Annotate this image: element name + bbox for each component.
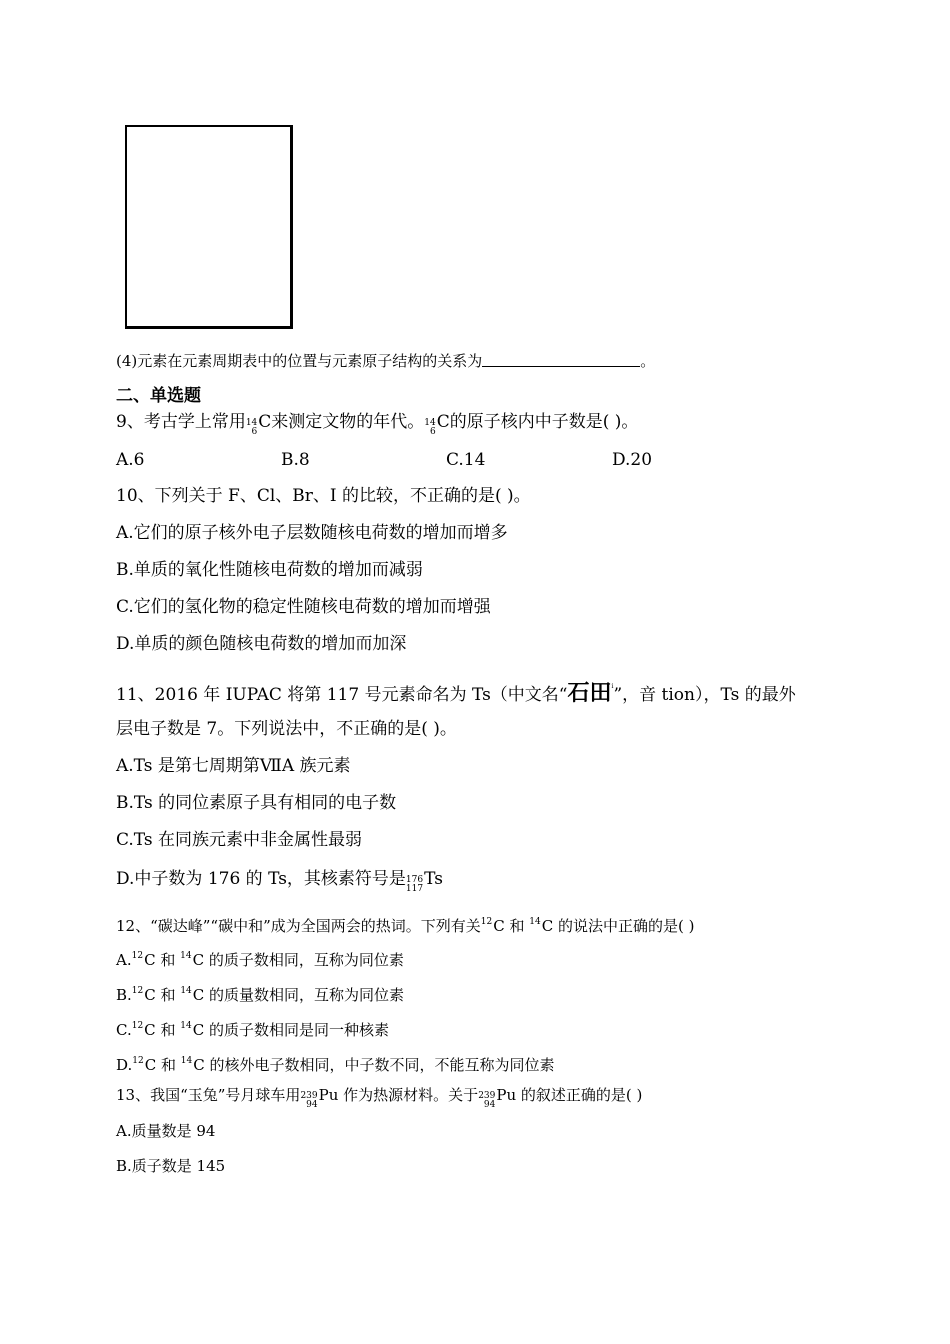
isotope-pu239: 239 94 Pu	[300, 1086, 339, 1110]
q11-option-c[interactable]: C.Ts 在同族元素中非金属性最弱	[116, 830, 363, 850]
q12-option-b[interactable]: B.$^{12}$C 和 $^{14}$C 的质量数相同，互称为同位素	[116, 986, 405, 1004]
isotope-c14: 14 6 C	[424, 412, 450, 437]
q11-option-a[interactable]: A.Ts 是第七周期第ⅦA 族元素	[116, 756, 351, 776]
isotope-pu239: 239 94 Pu	[478, 1086, 517, 1110]
isotope-c14: 14 6 C	[245, 412, 272, 437]
q11-option-d[interactable]: D.中子数为 176 的 Ts，其核素符号是 176 117 Ts	[116, 869, 443, 894]
element-ts-character: 石田	[567, 681, 612, 706]
isotope-ts176: 176 117 Ts	[405, 869, 443, 894]
q11-stem-line2: 层电子数是 7。下列说法中，不正确的是( )。	[116, 719, 457, 739]
answer-blank[interactable]	[482, 352, 640, 367]
q12-option-c[interactable]: C.$^{12}$C 和 $^{14}$C 的质子数相同是同一种核素	[116, 1021, 389, 1039]
q9-option-c[interactable]: C.14	[446, 450, 486, 470]
q9-stem: 9、考古学上常用 14 6 C来测定文物的年代。 14 6 C的原子核内中子数是( )。	[116, 412, 639, 437]
q9-options	[116, 450, 836, 472]
q10-option-a[interactable]: A.它们的原子核外电子层数随核电荷数的增加而增多	[116, 523, 508, 543]
q13-option-b[interactable]: B.质子数是 145	[116, 1157, 226, 1175]
q9-option-a[interactable]: A.6	[116, 450, 145, 470]
q13-stem: 13、我国“玉兔”号月球车用 239 94 Pu 作为热源材料。关于 239 94 Pu 的叙述正确的是( )	[116, 1086, 643, 1110]
q10-stem: 10、下列关于 F、Cl、Br、I 的比较，不正确的是( )。	[116, 486, 531, 506]
q11-stem-line1: 11、2016 年 IUPAC 将第 117 号元素命名为 Ts（中文名“石田$^i$”，音 tion），Ts 的最外	[116, 681, 796, 706]
q10-option-b[interactable]: B.单质的氧化性随核电荷数的增加而减弱	[116, 560, 423, 580]
q12-option-a[interactable]: A.$^{12}$C 和 $^{14}$C 的质子数相同，互称为同位素	[116, 951, 404, 969]
q9-option-d[interactable]: D.20	[612, 450, 653, 470]
q13-option-a[interactable]: A.质量数是 94	[116, 1122, 216, 1140]
q8-part4: (4)元素在元素周期表中的位置与元素原子结构的关系为 。	[116, 352, 656, 370]
q9-option-b[interactable]: B.8	[281, 450, 310, 470]
q11-option-b[interactable]: B.Ts 的同位素原子具有相同的电子数	[116, 793, 397, 813]
blank-drawing-box	[125, 125, 293, 329]
q10-option-d[interactable]: D.单质的颜色随核电荷数的增加而加深	[116, 634, 407, 654]
section-title: 二、单选题	[116, 386, 201, 406]
q12-option-d[interactable]: D.$^{12}$C 和 $^{14}$C 的核外电子数相同，中子数不同，不能互称为同位素	[116, 1056, 555, 1074]
q12-stem: 12、“碳达峰”“碳中和”成为全国两会的热词。下列有关$^{12}$C 和 $^{14}$C 的说法中正确的是( )	[116, 917, 695, 935]
q10-option-c[interactable]: C.它们的氢化物的稳定性随核电荷数的增加而增强	[116, 597, 491, 617]
